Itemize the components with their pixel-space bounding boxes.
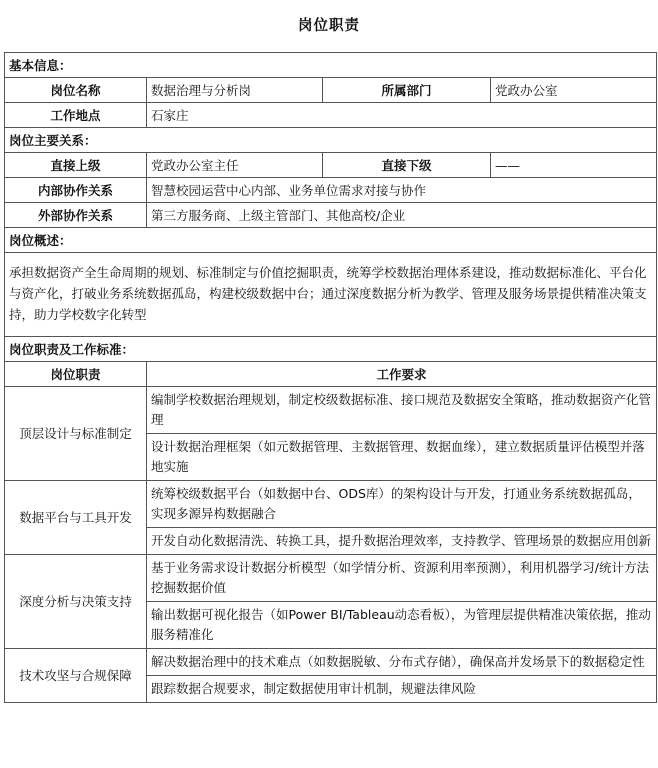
duty-row	[5, 387, 657, 434]
duty-category: 数据平台与工具开发	[5, 481, 147, 555]
page-title: 岗位职责	[298, 18, 360, 34]
section-duties: 岗位职责及工作标准：	[5, 337, 657, 362]
subordinate-value: ——	[491, 153, 657, 178]
external-relation-value: 第三方服务商、上级主管部门、其他高校/企业	[147, 203, 657, 228]
duty-category: 技术攻坚与合规保障	[5, 649, 147, 703]
duty-requirement: 输出数据可视化报告（如Power BI/Tableau动态看板），为管理层提供精准决策依据，推动服务精准化	[147, 602, 657, 649]
section-overview: 岗位概述：	[5, 228, 657, 253]
superior-label: 直接上级	[5, 153, 147, 178]
overview-text: 承担数据资产全生命周期的规划、标准制定与价值挖掘职责，统筹学校数据治理体系建设，推动数据标准化、平台化与资产化，打破业务系统数据孤岛，构建校级数据中台；通过深度数据分析为教学、管理及服务场景提供精准决策支持，助力学校数字化转型	[5, 253, 657, 337]
duty-column-header: 岗位职责	[5, 362, 147, 387]
position-name-label: 岗位名称	[5, 78, 147, 103]
work-location-value: 石家庄	[147, 103, 657, 128]
duty-requirement: 开发自动化数据清洗、转换工具，提升数据治理效率，支持教学、管理场景的数据应用创新	[147, 528, 657, 555]
position-name-value: 数据治理与分析岗	[147, 78, 323, 103]
duty-requirement: 跟踪数据合规要求，制定数据使用审计机制，规避法律风险	[147, 676, 657, 703]
duty-requirement: 统筹校级数据平台（如数据中台、ODS库）的架构设计与开发，打通业务系统数据孤岛，实现多源异构数据融合	[147, 481, 657, 528]
work-location-label: 工作地点	[5, 103, 147, 128]
department-label: 所属部门	[323, 78, 491, 103]
duty-requirement: 编制学校数据治理规划，制定校级数据标准、接口规范及数据安全策略，推动数据资产化管理	[147, 387, 657, 434]
requirement-column-header: 工作要求	[147, 362, 657, 387]
section-relations: 岗位主要关系：	[5, 128, 657, 153]
subordinate-label: 直接下级	[323, 153, 491, 178]
duty-requirement: 基于业务需求设计数据分析模型（如学情分析、资源利用率预测），利用机器学习/统计方法挖掘数据价值	[147, 555, 657, 602]
job-table	[4, 52, 657, 703]
duty-row	[5, 649, 657, 676]
duty-category: 深度分析与决策支持	[5, 555, 147, 649]
duty-row	[5, 555, 657, 602]
duty-requirement: 设计数据治理框架（如元数据管理、主数据管理、数据血缘），建立数据质量评估模型并落地实施	[147, 434, 657, 481]
internal-relation-label: 内部协作关系	[5, 178, 147, 203]
internal-relation-value: 智慧校园运营中心内部、业务单位需求对接与协作	[147, 178, 657, 203]
section-basic-info: 基本信息：	[5, 53, 657, 78]
duty-row	[5, 481, 657, 528]
duty-category: 顶层设计与标准制定	[5, 387, 147, 481]
department-value: 党政办公室	[491, 78, 657, 103]
duty-requirement: 解决数据治理中的技术难点（如数据脱敏、分布式存储），确保高并发场景下的数据稳定性	[147, 649, 657, 676]
external-relation-label: 外部协作关系	[5, 203, 147, 228]
superior-value: 党政办公室主任	[147, 153, 323, 178]
